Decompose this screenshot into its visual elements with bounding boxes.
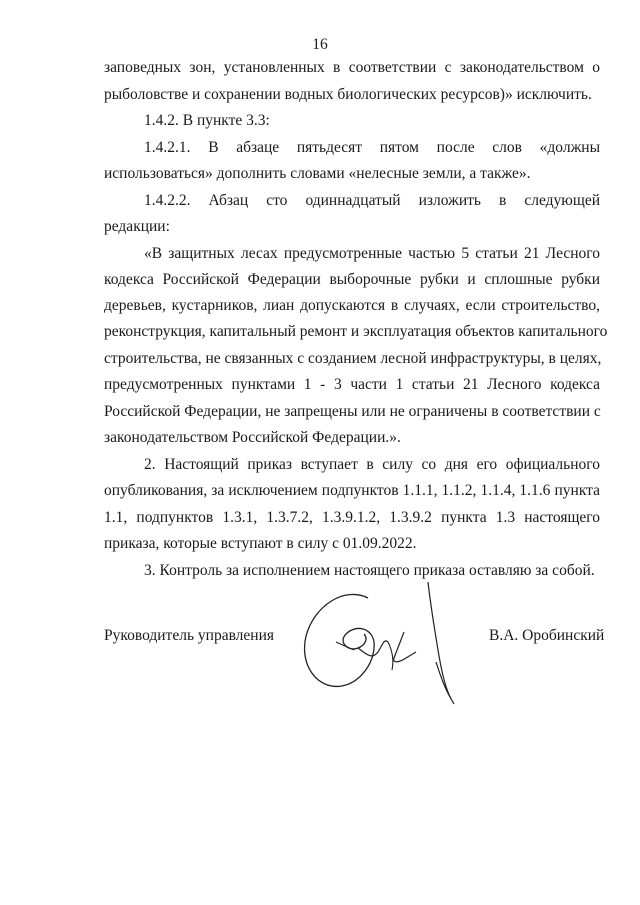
quote-line: кодекса Российской Федерации выборочные рубки и сплошные рубки <box>104 271 600 288</box>
quote-line: строительства, не связанных с созданием лесной инфраструктуры, в целях, <box>104 350 602 367</box>
quote-line: реконструкция, капитальный ремонт и эксплуатация объектов капитального <box>104 323 608 340</box>
quote-line: «В защитных лесах предусмотренные частью 5 статьи 21 Лесного <box>144 245 600 262</box>
page-number: 16 <box>312 36 328 53</box>
quote-line: предусмотренных пунктами 1 - 3 части 1 статьи 21 Лесного кодекса <box>104 376 600 393</box>
signatory-title: Руководитель управления <box>104 627 275 644</box>
quote-line: деревьев, кустарников, лиан допускаются в случаях, если строительство, <box>104 297 600 314</box>
text-line: приказа, которые вступают в силу с 01.09.2022. <box>104 535 417 552</box>
signatory-name: В.А. Оробинский <box>489 627 605 644</box>
text-line: использоваться» дополнить словами «нелесные земли, а также». <box>104 165 531 182</box>
text-line: редакции: <box>104 218 170 235</box>
text-line: рыболовстве и сохранении водных биологических ресурсов)» исключить. <box>104 86 592 103</box>
text-line: 2. Настоящий приказ вступает в силу со дня его официального <box>144 456 600 473</box>
text-line: 1.4.2.2. Абзац сто одиннадцатый изложить в следующей <box>144 192 600 209</box>
text-line: 3. Контроль за исполнением настоящего приказа оставляю за собой. <box>144 562 595 579</box>
text-line: заповедных зон, установленных в соответствии с законодательством о <box>104 59 600 76</box>
quote-line: законодательством Российской Федерации.». <box>104 429 401 446</box>
subsection-heading: 1.4.2. В пункте 3.3: <box>144 112 270 129</box>
text-line: 1.4.2.1. В абзаце пятьдесят пятом после слов «должны <box>144 139 600 156</box>
handwritten-signature <box>296 578 471 708</box>
quote-line: Российской Федерации, не запрещены или не ограничены в соответствии с <box>104 403 601 420</box>
text-line: опубликования, за исключением подпунктов 1.1.1, 1.1.2, 1.1.4, 1.1.6 пункта <box>104 482 600 499</box>
text-line: 1.1, подпунктов 1.3.1, 1.3.7.2, 1.3.9.1.2, 1.3.9.2 пункта 1.3 настоящего <box>104 509 600 526</box>
